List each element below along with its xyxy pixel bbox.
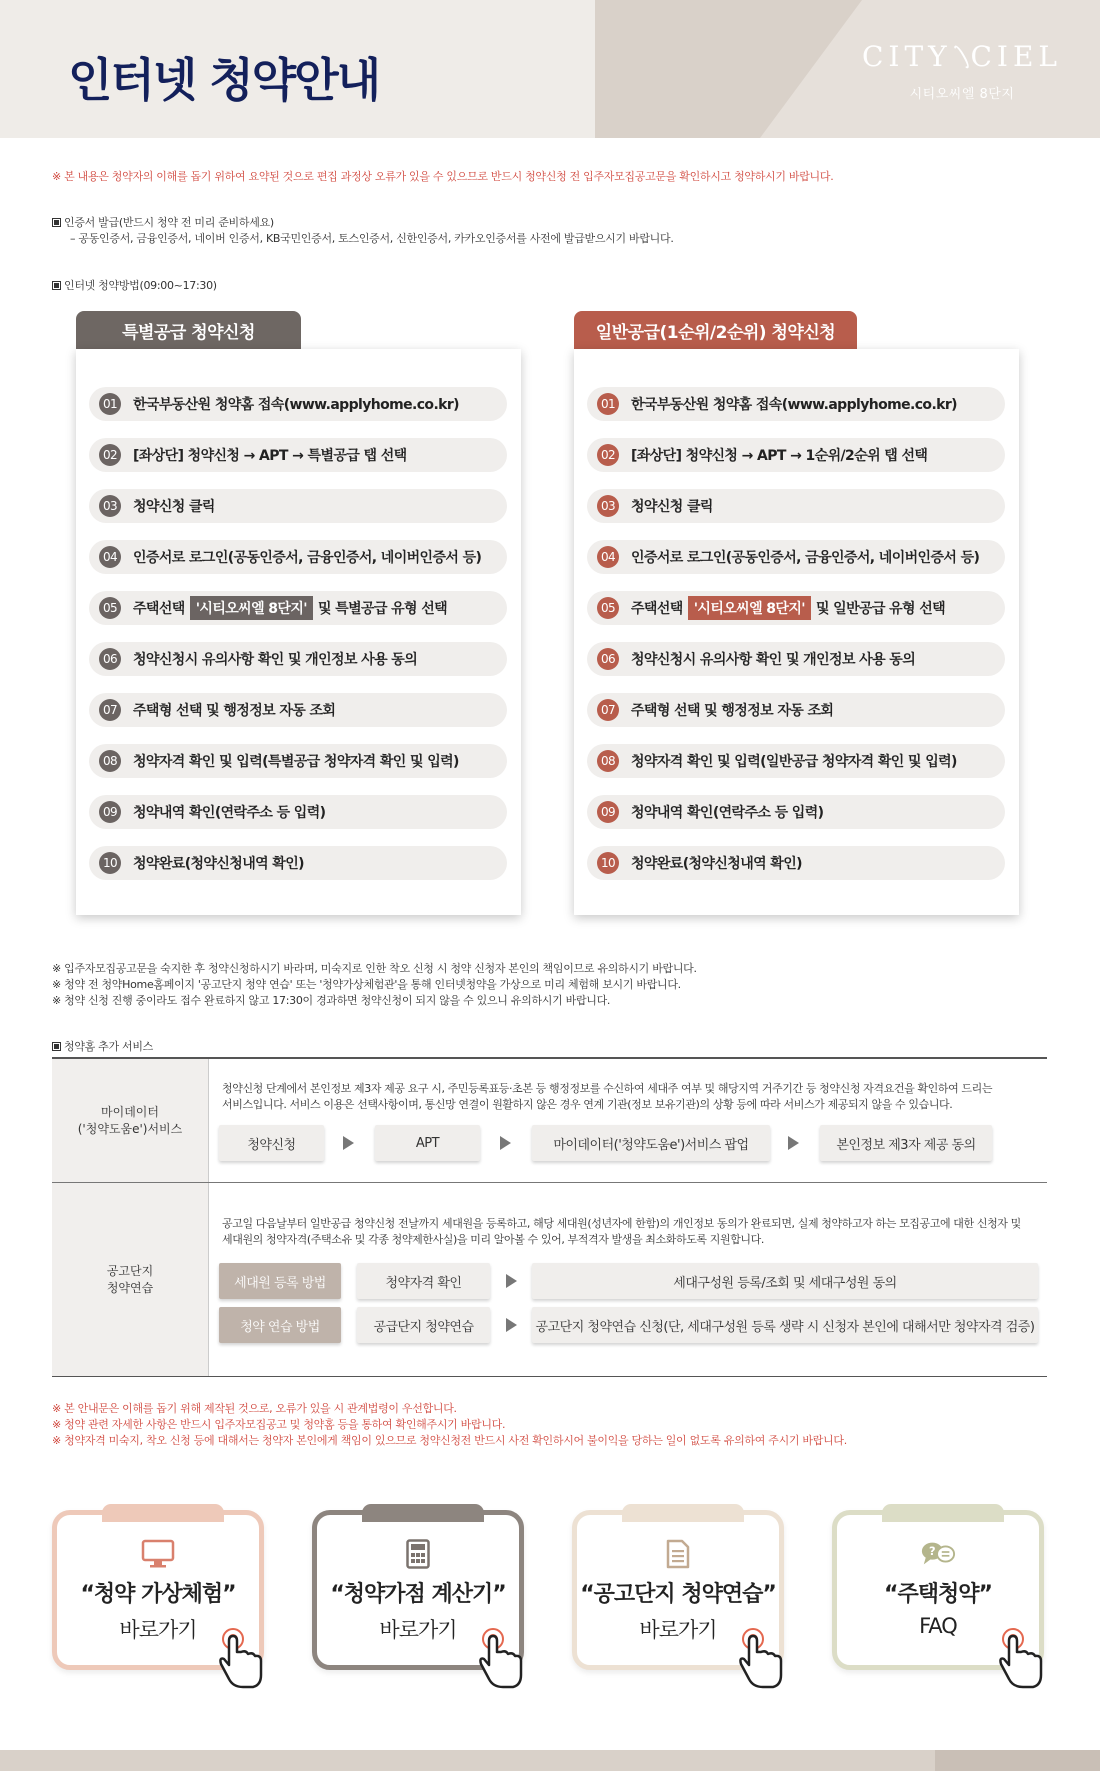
general-supply-tab: 일반공급(1순위/2순위) 청약신청 [574, 311, 857, 349]
card-title: “공고단지 청약연습” [580, 1582, 776, 1607]
document-icon [660, 1539, 696, 1569]
mid-note-1: ※ 입주자모집공고문을 숙지한 후 청약신청하시기 바라며, 미숙지로 인한 착오 신청 시 청약 신청자 본인의 책임이므로 유의하시기 바랍니다. [52, 962, 697, 975]
brand-logo [862, 40, 1062, 102]
practice-method-label: 청약 연습 방법 [219, 1307, 341, 1343]
step-text: 주택형 선택 및 행정정보 자동 조회 [133, 703, 336, 719]
step-number: 05 [99, 597, 121, 619]
step-text: 주택선택 [631, 601, 683, 617]
top-notice: ※ 본 내용은 청약자의 이해를 돕기 위하여 요약된 것으로 편집 과정상 오류가 있을 수 있으므로 반드시 청약신청 전 입주자모집공고문을 확인하시고 청약하시기 바랍니다. [52, 170, 834, 183]
card-tab [362, 1504, 484, 1522]
step-number: 04 [99, 546, 121, 568]
arrow-right-icon [506, 1274, 517, 1288]
step-text: 청약완료(청약신청내역 확인) [133, 856, 304, 872]
step-text: 청약완료(청약신청내역 확인) [631, 856, 802, 872]
step-number: 07 [597, 699, 619, 721]
footer-bar [0, 1750, 1100, 1771]
bottom-note-2: ※ 청약 관련 자세한 사항은 반드시 입주자모집공고 및 청약홈 등을 통하여 확인해주시기 바랍니다. [52, 1418, 506, 1431]
special-supply-panel [76, 349, 521, 915]
mid-note-3: ※ 청약 신청 진행 중이라도 접수 완료하지 않고 17:30이 경과하면 청약신청이 되지 않을 수 있으니 유의하시기 바랍니다. [52, 994, 611, 1007]
step-number: 08 [597, 750, 619, 772]
mydata-label-line2: ('청약도움e')서비스 [77, 1121, 183, 1136]
mydata-description [222, 1081, 1037, 1113]
household-register-method-label: 세대원 등록 방법 [219, 1263, 341, 1299]
step-text: 인증서로 로그인(공동인증서, 금융인증서, 네이버인증서 등) [631, 550, 980, 566]
general-step-03 [587, 489, 1005, 523]
step-text: 청약자격 확인 및 입력(특별공급 청약자격 확인 및 입력) [133, 754, 459, 770]
step-number: 05 [597, 597, 619, 619]
pointing-hand-icon [475, 1627, 527, 1693]
step-text: 한국부동산원 청약홈 접속(www.applyhome.co.kr) [133, 397, 459, 413]
step-number: 02 [99, 444, 121, 466]
virtual-experience-link-card[interactable] [52, 1510, 264, 1670]
arrow-right-icon [788, 1136, 799, 1150]
step-number: 10 [597, 852, 619, 874]
flow-step-apply: 청약신청 [219, 1125, 324, 1161]
step-text: 청약신청 클릭 [631, 499, 713, 515]
step-number: 01 [597, 393, 619, 415]
method-title: 인터넷 청약방법(09:00~17:30) [64, 279, 217, 292]
step-number: 04 [597, 546, 619, 568]
household-member-registration-chip: 세대구성원 등록/조회 및 세대구성원 동의 [532, 1263, 1038, 1299]
special-step-06 [89, 642, 507, 676]
mid-note-2: ※ 청약 전 청약Home홈페이지 '공고단지 청약 연습' 또는 '청약가상체험관'을 통해 인터넷청약을 가상으로 미리 체험해 보시기 바랍니다. [52, 978, 681, 991]
practice-description [222, 1216, 1037, 1248]
logo-text-right: CIEL [970, 40, 1062, 73]
special-step-04 [89, 540, 507, 574]
general-step-07 [587, 693, 1005, 727]
card-tab [102, 1504, 224, 1522]
bullet-square-icon [52, 1042, 61, 1051]
step-number: 09 [99, 801, 121, 823]
card-tab [882, 1504, 1004, 1522]
page-title: 인터넷 청약안내 [68, 53, 380, 107]
step-number: 07 [99, 699, 121, 721]
practice-desc-line2: 세대원의 청약자격(주택소유 및 각종 청약제한사실)을 미리 알아볼 수 있어, 부적격자 발생을 최소화하도록 지원합니다. [222, 1233, 764, 1246]
step-text: 청약내역 확인(연락주소 등 입력) [133, 805, 326, 821]
special-step-10 [89, 846, 507, 880]
faq-chat-icon [920, 1539, 956, 1569]
card-title: “주택청약” [884, 1582, 992, 1607]
general-supply-panel [574, 349, 1019, 915]
step-text: 주택선택 [133, 601, 185, 617]
practice-desc-line1: 공고일 다음날부터 일반공급 청약신청 전날까지 세대원을 등록하고, 해당 세대원(성년자에 한함)의 개인정보 동의가 완료되면, 실제 청약하고자 하는 모집공고에 대한 신청자 및 [222, 1217, 1021, 1230]
step-number: 03 [99, 495, 121, 517]
practice-label-line1: 공고단지 [106, 1263, 154, 1278]
card-subtitle: 바로가기 [379, 1618, 457, 1642]
qualification-check-chip: 청약자격 확인 [357, 1263, 490, 1299]
mydata-desc-line1: 청약신청 단계에서 본인정보 제3자 제공 요구 시, 주민등록표등·초본 등 행정정보를 수신하여 세대주 여부 및 해당지역 거주기간 등 청약신청 자격요건을 확인하여 드리는 [222, 1082, 993, 1095]
step-text: [좌상단] 청약신청 → APT → 1순위/2순위 탭 선택 [631, 448, 928, 464]
cert-heading [52, 215, 274, 231]
step-text: 및 특별공급 유형 선택 [317, 601, 448, 617]
step-text: [좌상단] 청약신청 → APT → 특별공급 탭 선택 [133, 448, 407, 464]
footer-bar-accent [935, 1750, 1100, 1771]
bottom-note-3: ※ 청약자격 미숙지, 착오 신청 등에 대해서는 청약자 본인에게 책임이 있으므로 청약신청전 반드시 사전 확인하시어 불이익을 당하는 일이 없도록 유의하여 주시기 바랍니다. [52, 1434, 847, 1447]
pointing-hand-icon [995, 1627, 1047, 1693]
step-text: 청약자격 확인 및 입력(일반공급 청약자격 확인 및 입력) [631, 754, 957, 770]
services-heading [52, 1039, 153, 1055]
arrow-right-icon [500, 1136, 511, 1150]
flow-step-apt: APT [375, 1125, 480, 1161]
complex-name-highlight: '시티오씨엘 8단지' [688, 596, 811, 620]
step-text: 청약신청시 유의사항 확인 및 개인정보 사용 동의 [631, 652, 916, 668]
general-step-09 [587, 795, 1005, 829]
step-text: 주택형 선택 및 행정정보 자동 조회 [631, 703, 834, 719]
step-number: 08 [99, 750, 121, 772]
step-number: 10 [99, 852, 121, 874]
step-number: 09 [597, 801, 619, 823]
step-text: 한국부동산원 청약홈 접속(www.applyhome.co.kr) [631, 397, 957, 413]
step-text: 청약신청시 유의사항 확인 및 개인정보 사용 동의 [133, 652, 418, 668]
special-step-03 [89, 489, 507, 523]
supply-complex-practice-chip: 공급단지 청약연습 [357, 1307, 490, 1343]
bullet-square-icon [52, 281, 61, 290]
table-bottom-border [52, 1376, 1047, 1377]
svg-text:?: ? [929, 1543, 936, 1558]
header [0, 0, 1100, 138]
step-number: 06 [597, 648, 619, 670]
pointing-hand-icon [215, 1627, 267, 1693]
card-subtitle: FAQ [919, 1614, 957, 1638]
general-step-06 [587, 642, 1005, 676]
practice-application-chip: 공고단지 청약연습 신청(단, 세대구성원 등록 생략 시 신청자 본인에 대해서만 청약자격 검증) [532, 1307, 1038, 1343]
general-step-02 [587, 438, 1005, 472]
step-number: 03 [597, 495, 619, 517]
logo-subtitle: 시티오씨엘 8단지 [909, 87, 1015, 102]
card-subtitle: 바로가기 [119, 1618, 197, 1642]
practice-label [52, 1183, 209, 1376]
pointing-hand-icon [735, 1627, 787, 1693]
logo-text-left: CITY [862, 40, 952, 73]
cert-title: 인증서 발급(반드시 청약 전 미리 준비하세요) [64, 216, 274, 229]
services-title: 청약홈 추가 서비스 [64, 1040, 154, 1053]
card-title: “청약 가상체험” [80, 1582, 236, 1607]
bullet-square-icon [52, 218, 61, 227]
card-subtitle: 바로가기 [639, 1618, 717, 1642]
special-step-05 [89, 591, 507, 625]
calculator-icon [400, 1539, 436, 1569]
complex-name-highlight: '시티오씨엘 8단지' [190, 596, 313, 620]
logo-ring-icon [952, 44, 971, 70]
housing-faq-link-card[interactable] [832, 1510, 1044, 1670]
general-step-04 [587, 540, 1005, 574]
special-step-07 [89, 693, 507, 727]
general-step-08 [587, 744, 1005, 778]
step-text: 청약내역 확인(연락주소 등 입력) [631, 805, 824, 821]
step-text: 및 일반공급 유형 선택 [815, 601, 946, 617]
special-step-02 [89, 438, 507, 472]
step-text: 청약신청 클릭 [133, 499, 215, 515]
general-step-05 [587, 591, 1005, 625]
step-number: 01 [99, 393, 121, 415]
method-heading [52, 278, 217, 294]
bottom-note-1: ※ 본 안내문은 이해를 돕기 위해 제작된 것으로, 오류가 있을 시 관계법령이 우선합니다. [52, 1402, 457, 1415]
card-title: “청약가점 계산기” [330, 1582, 506, 1607]
arrow-right-icon [506, 1318, 517, 1332]
step-number: 02 [597, 444, 619, 466]
monitor-icon [140, 1539, 176, 1569]
special-step-09 [89, 795, 507, 829]
general-step-10 [587, 846, 1005, 880]
card-tab [622, 1504, 744, 1522]
step-number: 06 [99, 648, 121, 670]
mydata-desc-line2: 서비스입니다. 서비스 이용은 선택사항이며, 통신망 연결이 원활하지 않은 경우 연계 기관(정보 보유기관)의 상황 등에 따라 서비스가 제공되지 않을 수 있습니다. [222, 1098, 953, 1111]
general-step-01 [587, 387, 1005, 421]
arrow-right-icon [343, 1136, 354, 1150]
logo-wordmark [862, 40, 1062, 73]
practice-label-line2: 청약연습 [106, 1280, 154, 1295]
flow-step-mydata-popup: 마이데이터('청약도움e')서비스 팝업 [532, 1125, 770, 1161]
mydata-label [52, 1059, 209, 1182]
cert-detail: – 공동인증서, 금융인증서, 네이버 인증서, KB국민인증서, 토스인증서, 신한인증서, 카카오인증서를 사전에 발급받으시기 바랍니다. [70, 232, 674, 245]
special-step-08 [89, 744, 507, 778]
special-step-01 [89, 387, 507, 421]
step-text: 인증서로 로그인(공동인증서, 금융인증서, 네이버인증서 등) [133, 550, 482, 566]
flow-step-third-party-consent: 본인정보 제3자 제공 동의 [820, 1125, 992, 1161]
score-calculator-link-card[interactable] [312, 1510, 524, 1670]
mydata-label-line1: 마이데이터 [101, 1104, 159, 1119]
special-supply-tab: 특별공급 청약신청 [76, 311, 301, 349]
complex-practice-link-card[interactable] [572, 1510, 784, 1670]
